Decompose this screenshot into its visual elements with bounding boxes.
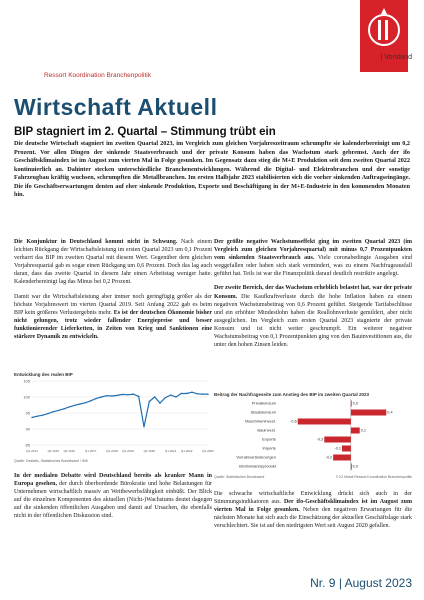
x-tick-label: Q1 2018 bbox=[106, 449, 118, 453]
bip-data-point bbox=[31, 417, 32, 418]
bip-data-point bbox=[42, 415, 43, 416]
x-tick-label: Q1 2019 bbox=[122, 449, 134, 453]
right-p3-bold: Der ifo-Geschäftsklimaindex ist im August zum vierten Mal in Folge gesunken. bbox=[214, 499, 412, 514]
category-label: Maschineninvest. bbox=[245, 418, 276, 424]
left-paragraph-1 bbox=[14, 238, 212, 287]
bip-series-line bbox=[32, 392, 208, 427]
y-tick-label: 85 bbox=[25, 442, 30, 448]
category-label: Bruttoinlandsprodukt bbox=[239, 463, 276, 469]
x-tick-label: Q1 2021 bbox=[164, 449, 177, 453]
bip-data-point bbox=[111, 395, 112, 396]
bip-chart bbox=[14, 372, 212, 468]
category-label: Importe bbox=[262, 445, 276, 451]
bip-data-point bbox=[37, 416, 38, 417]
right-p3b-text: Neben den negativen Erwartungen für die nächsten Monate hat sich auch die Einschätzung der aktuellen Geschäftslage stark verschlechtert. Sie ist auf den niedrigsten Wert seit August 2020 gefallen. bbox=[214, 507, 412, 530]
bip-data-point bbox=[165, 397, 166, 398]
bip-data-point bbox=[186, 393, 187, 394]
right-p1-text: Viele coronabedingte Ausgaben sind weggefallen oder haben sich stark vermindert, was zu einem Nachfrageausfall geführt hat. Teils ist war die Finanzpolitik darauf deutlich restriktiv angelegt. bbox=[214, 255, 412, 278]
demand-chart-copyright: © IG Metall Ressort Koordination Branchenpolitik bbox=[335, 475, 412, 479]
bar-value-label: 0,0 bbox=[352, 464, 358, 469]
bip-data-point bbox=[58, 410, 59, 411]
vorstand-label: | Vorstand bbox=[380, 54, 412, 61]
bar-value-label: 0,0 bbox=[352, 401, 358, 406]
bip-data-point bbox=[101, 396, 102, 397]
x-tick-label: Q1 2023 bbox=[202, 449, 214, 453]
demand-chart bbox=[214, 392, 412, 484]
right-p2-bold: Der zweite Bereich, der das Wachstum erheblich belastet hat, war der private Konsum. bbox=[214, 285, 412, 300]
right-paragraph-1 bbox=[214, 238, 412, 278]
demand-chart-title: Beitrag der Nachfrageseite zum Anstieg des BIP im zweiten Quartal 2023 bbox=[214, 392, 370, 397]
bip-data-point bbox=[106, 395, 107, 396]
bar-value-label: -0,6 bbox=[290, 419, 297, 424]
left-p1-bold: Die Konjunktur in Deutschland kommt nicht in Schwung. bbox=[14, 239, 178, 245]
bip-data-point bbox=[79, 403, 80, 404]
y-tick-label: 105 bbox=[23, 378, 30, 384]
bar-value-label: 0,4 bbox=[387, 410, 393, 415]
bip-data-point bbox=[175, 396, 176, 397]
y-tick-label: 100 bbox=[23, 394, 30, 400]
category-label: Privatkonsum bbox=[251, 400, 276, 406]
bar-privatkonsum bbox=[351, 401, 352, 407]
bip-data-point bbox=[53, 411, 54, 412]
y-tick-label: 90 bbox=[25, 426, 30, 432]
bip-data-point bbox=[138, 396, 139, 397]
left-column bbox=[14, 238, 212, 347]
bar-exporte bbox=[324, 437, 351, 443]
bip-data-point bbox=[122, 394, 123, 395]
right-p2-text: Die Kaufkraftverluste durch die hohe Inflation haben zu einem negativen Wachstumsbeitrag von 0,6 Prozent geführt. Steigende Tarifabschlüsse und ein erhöhter Mindestlohn haben die Reallohnverluste gemildert, aber nicht ausgeglichen. Im Vergleich zum ersten Quartal 2023 stagnierte der private Konsum und ist nicht weiter geschrumpft. Ein weiterer negativer Wachstumsbeitrag von 0,1 Prozentpunkten ging von den Bauinvestitionen aus, die unter den hohen Zinsen leiden. bbox=[214, 293, 412, 349]
category-label: Bauinvest. bbox=[257, 427, 276, 433]
x-tick-label: Q1 2017 bbox=[84, 449, 97, 453]
bip-data-point bbox=[159, 402, 160, 403]
left-p1-text: Nach einem leichten Rückgang der Wirtschaftsleistung im ersten Quartal 2023 um 0,1 Prozent verharrt das BIP im zweiten Quartal mit diesem Wert. Gegenüber dem gleichen Vorjahresquartal gab es sogar einen Rückgang um 0,6 Prozent. Doch das lag auch daran, dass das zweite Quartal in diesem Jahr einen Arbeitstag weniger hatte. Kalenderbereinigt lag das Minus bei 0,2 Prozent. bbox=[14, 239, 212, 286]
bar-bruttoinlandsprodukt bbox=[351, 464, 352, 470]
left-p3-text: der durch überbordende Bürokratie und hohe Belastungen für Unternehmen wirtschaftlich massiv an Wettbewerbsfähigkeit einbüßt. Der Blick auf die einzelnen Komponenten des aktuellen (Nicht-)Wachstums deutet dagegen auf die sinkenden öffentlichen Ausgaben und damit auf Ursachen, die ebenfalls nicht in der öffentlichen Diskussion sind. bbox=[14, 481, 212, 520]
lead-paragraph: Die deutsche Wirtschaft stagniert im zweiten Quartal 2023, im Vergleich zum gleichen Vorjahreszeitraum schrumpfte sie kalenderbereinigt um 0,2 Prozent. Vor allen Dingen der sinkende Staatsverbrauch und der private Konsum haben das Wachstum stark gebremst. Auch der ifo Geschäftsklimaindex ist im August zum vierten Mal in Folge gesunken. Im Gegensatz dazu stieg die M+E Produktion seit dem zweiten Quartal 2022 kontinuierlich an. Dahinter stecken unterschiedliche Branchenentwicklungen. Während die Digital- und Elektrobranchen und der sonstige Fahrzeugbau kräftig wuchsen, schrumpften die Metallbranchen. Im ersten Halbjahr 2023 stabilisierten sich die vorher sinkenden Auftragseingänge. Die ifo Geschäftserwartungen denten auf eher sinkende Produktion, Exporte und Beschäftigung in der M+E-Industrie in den kommenden Monaten hin. bbox=[14, 140, 410, 198]
bar-vorratsver-nderungen bbox=[333, 455, 351, 461]
bip-data-point bbox=[69, 406, 70, 407]
bip-data-point bbox=[63, 408, 64, 409]
right-column bbox=[214, 238, 412, 355]
right-paragraph-2 bbox=[214, 284, 412, 349]
bip-data-point bbox=[207, 393, 208, 394]
ressort-label: Ressort Koordination Branchenpolitik bbox=[44, 72, 151, 79]
bip-data-point bbox=[154, 396, 155, 397]
bip-data-point bbox=[95, 398, 96, 399]
bar-value-label: -0,3 bbox=[316, 437, 324, 442]
x-tick-label: Q1 2020 bbox=[143, 449, 156, 453]
x-tick-label: Q1 2015 bbox=[47, 449, 60, 453]
ig-metall-logo bbox=[360, 0, 408, 72]
bip-data-point bbox=[47, 413, 48, 414]
x-tick-label: Q1 2022 bbox=[180, 449, 193, 453]
page-title: Wirtschaft Aktuell bbox=[14, 94, 218, 120]
x-tick-label: Q1 2014 bbox=[26, 449, 38, 453]
category-label: Vorratsveränderungen bbox=[236, 454, 276, 460]
bar-importe bbox=[342, 446, 351, 452]
left-p2-text: Damit war die Wirtschaftsleistung aber immer noch geringfügig größer als der höchste Vorjahreswert im vierten Quartal 2019. Seit Anfang 2022 gab es beim BIP kein größeres Verlustergebnis mehr. bbox=[14, 293, 212, 316]
bar-value-label: 0,1 bbox=[360, 428, 366, 433]
bip-data-point bbox=[133, 393, 134, 394]
right-p1-bold: Der größte negative Wachstumseffekt ging im zweiten Quartal 2023 (im Vergleich zum gleichen Vorjahresquartal) mit minus 0,7 Prozentpunkten vom sinkenden Staatsverbrauch aus. bbox=[214, 239, 412, 262]
bar-maschineninvest- bbox=[298, 419, 351, 425]
x-tick-label: Q1 2016 bbox=[63, 449, 76, 453]
left-paragraph-3 bbox=[14, 472, 212, 527]
issue-footer: Nr. 9 | August 2023 bbox=[310, 576, 412, 590]
left-p2-bold: Es ist der deutschen Ökonomie bisher nicht gelungen, trotz wieder fallender Energiepreise und besser funktionierender Lieferketten, in Zeiten von Krieg und Sanktionen eine stärkere Dynamik zu entwickeln. bbox=[14, 309, 213, 341]
category-label: Staatskonsum bbox=[250, 409, 276, 415]
bar-value-label: -0,2 bbox=[325, 455, 333, 460]
bip-chart-source: Quelle: Destatis, Statistisches Bundesamt / IMK bbox=[14, 459, 89, 463]
bip-data-point bbox=[74, 405, 75, 406]
bip-data-point bbox=[149, 401, 150, 402]
bip-data-point bbox=[117, 395, 118, 396]
bip-data-point bbox=[202, 393, 203, 394]
bip-data-point bbox=[191, 392, 192, 393]
bar-value-label: -0,1 bbox=[334, 446, 341, 451]
bip-data-point bbox=[127, 394, 128, 395]
category-label: Exporte bbox=[262, 436, 276, 442]
left-p3-bold: In der medialen Debatte wird Deutschland bereits als kranker Mann in Europa gesehen, bbox=[14, 473, 212, 488]
bip-data-point bbox=[181, 393, 182, 394]
headline: BIP stagniert im 2. Quartal – Stimmung trübt ein bbox=[14, 126, 276, 138]
bip-data-point bbox=[197, 393, 198, 394]
demand-chart-source: Quelle: Statistisches Bundesamt bbox=[214, 475, 265, 479]
bar-bauinvest- bbox=[351, 428, 360, 434]
left-paragraph-2 bbox=[14, 293, 212, 342]
bip-data-point bbox=[85, 402, 86, 403]
demand-chart-svg bbox=[214, 397, 412, 475]
right-paragraph-3 bbox=[214, 490, 412, 536]
bip-data-point bbox=[90, 400, 91, 401]
bar-staatskonsum bbox=[351, 410, 386, 416]
y-tick-label: 95 bbox=[25, 410, 30, 416]
bip-data-point bbox=[170, 394, 171, 395]
bip-chart-title: Entwicklung des realen BIP bbox=[14, 372, 73, 377]
right-p3-text: Die schwache wirtschaftliche Entwicklung drückt sich auch in der Stimmungsindikatoren aus. bbox=[214, 491, 412, 506]
bip-chart-svg bbox=[14, 377, 212, 459]
bip-data-point bbox=[143, 426, 144, 427]
